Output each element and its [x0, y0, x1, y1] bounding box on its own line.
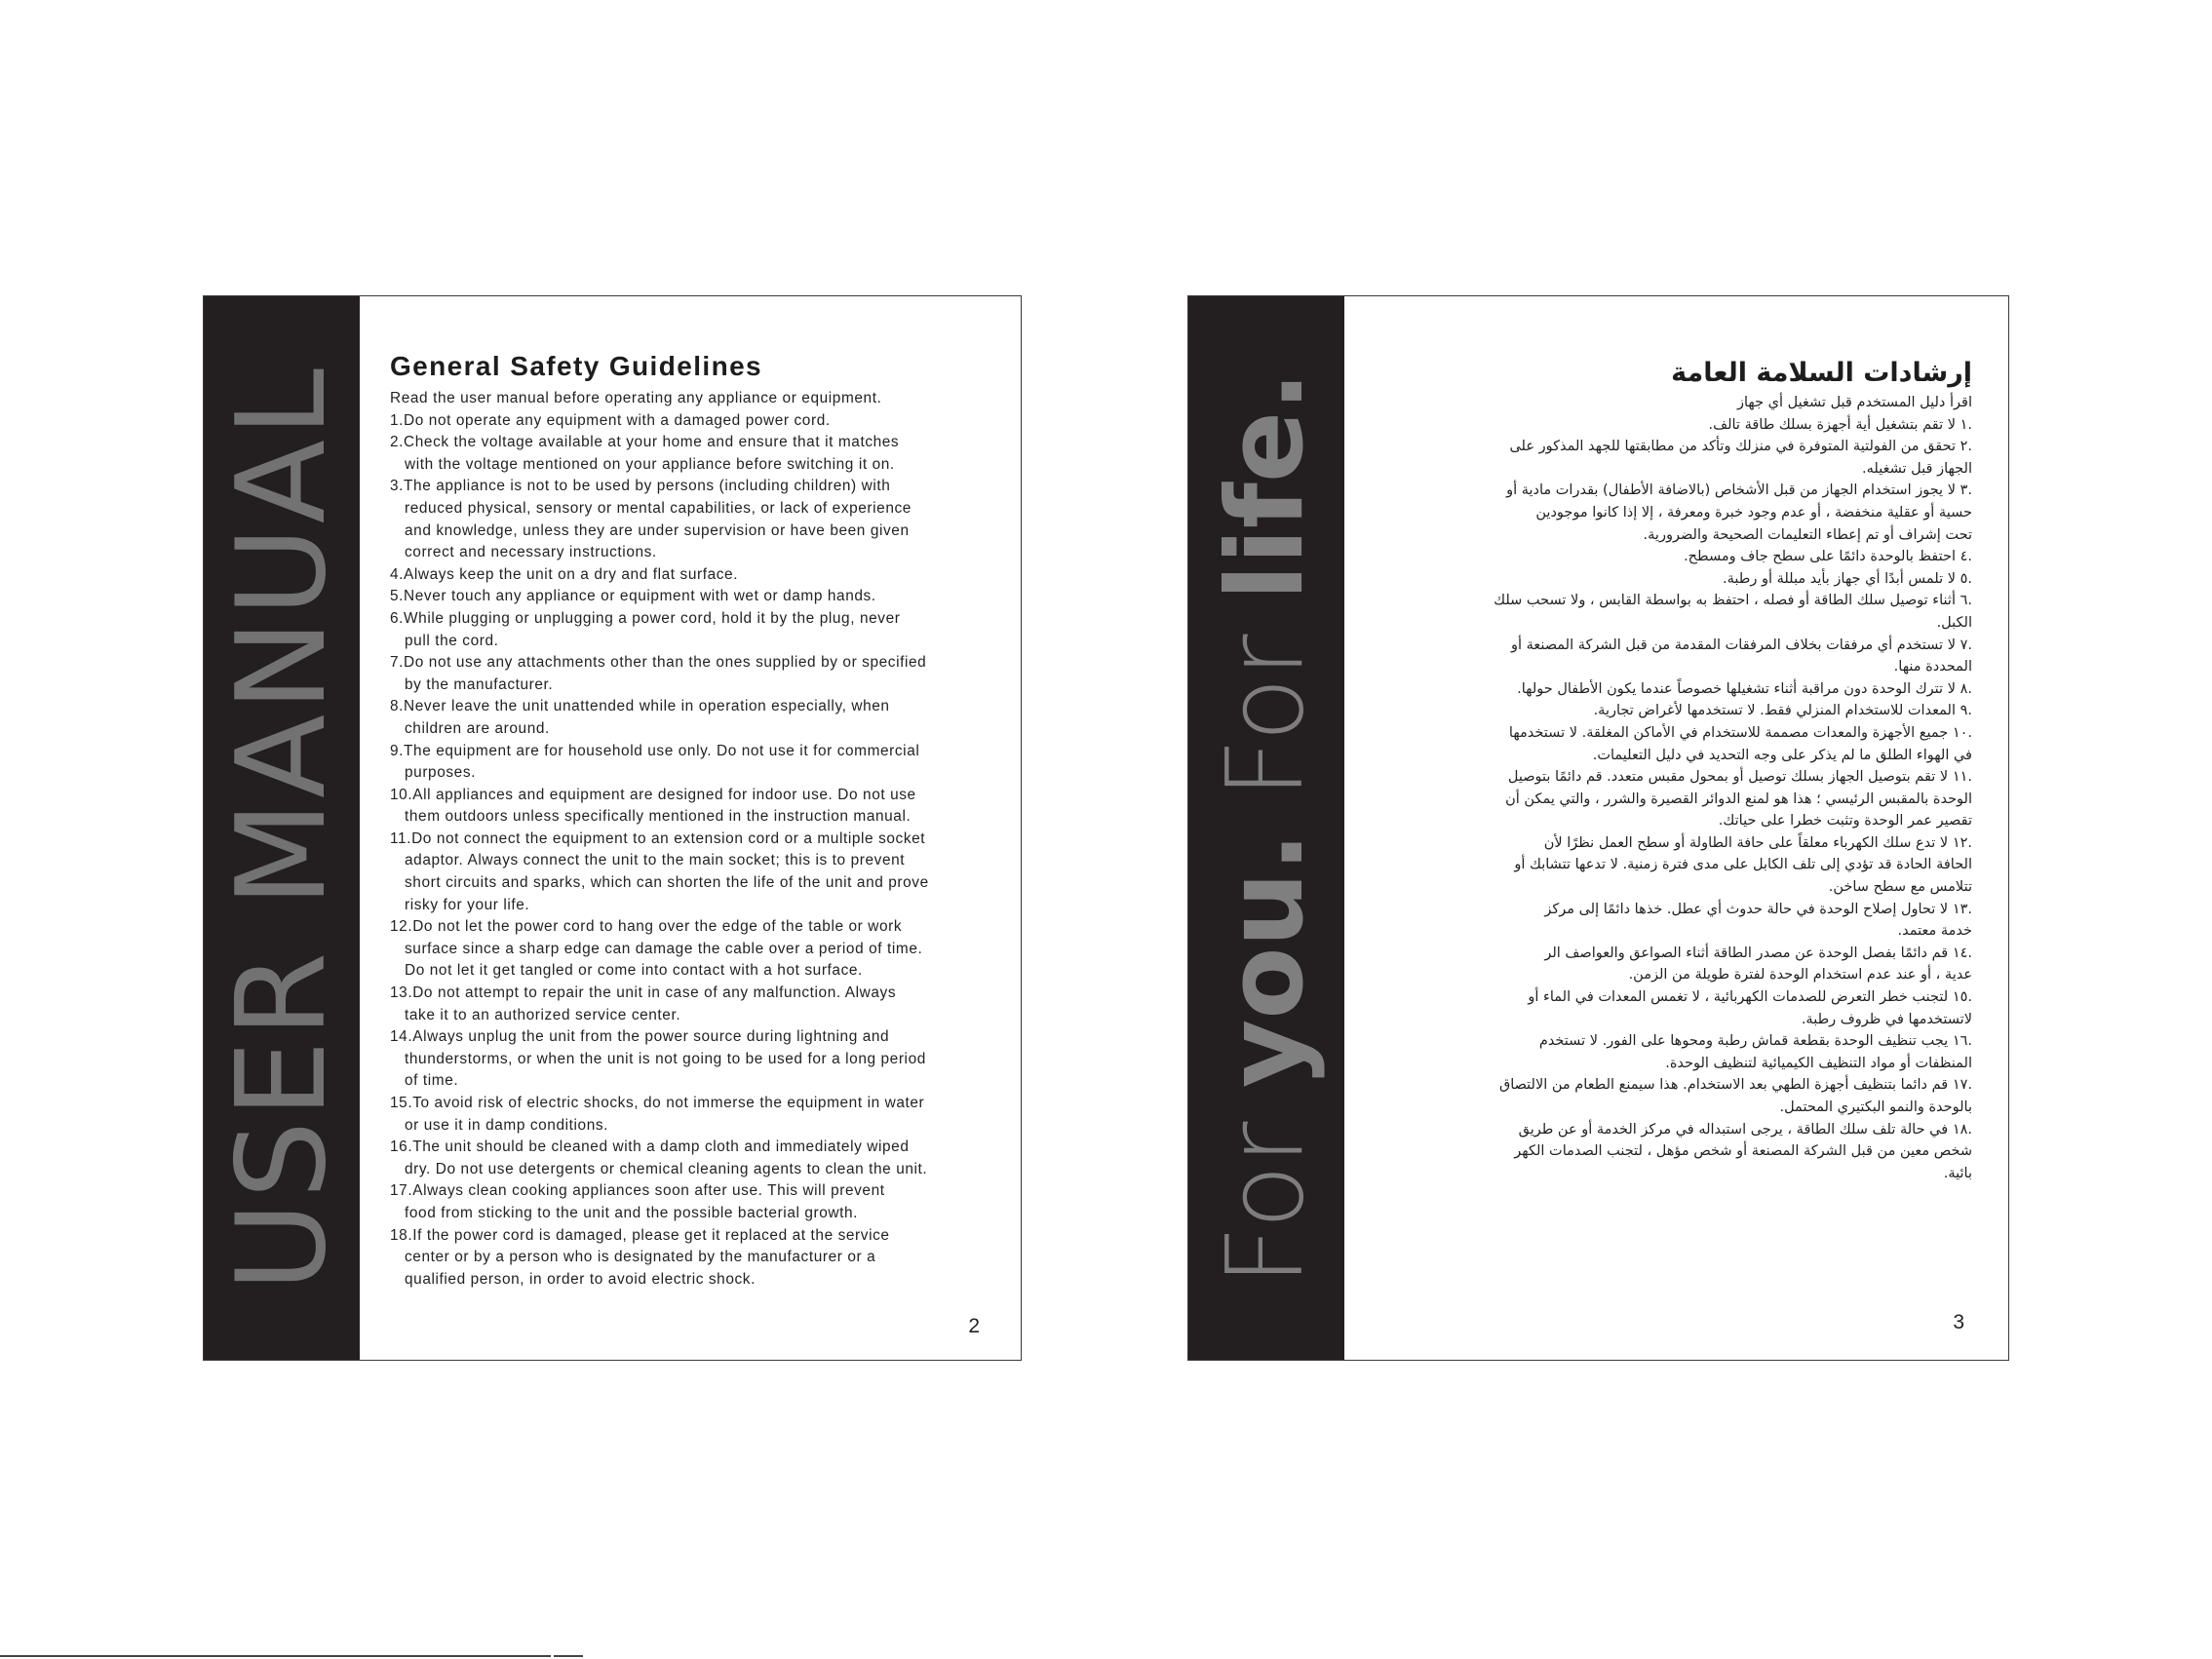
item-line: Always keep the unit on a dry and flat surface. [404, 565, 739, 583]
item-number: 14. [390, 1028, 413, 1046]
item-line: adaptor. Always connect the unit to the main socket; this is to prevent [405, 852, 906, 869]
arabic-line: بائية. [1943, 1165, 1972, 1181]
item-line: Never leave the unit unattended while in operation especially, when [404, 698, 890, 715]
arabic-line: .١ لا تقم بتشغيل أية أجهزة بسلك طاقة تالف. [1708, 416, 1972, 433]
item-line: The appliance is not to be used by persons (including children) with [404, 478, 891, 495]
arabic-line: .٩ المعدات للاستخدام المنزلي فقط. لا تستخدمها لأغراض تجارية. [1593, 703, 1972, 719]
guideline-item [390, 1026, 990, 1093]
arabic-line: .٨ لا تترك الوحدة دون مراقبة أثناء تشغيلها خصوصاً عندما يكون الأطفال حولها. [1517, 680, 1972, 697]
item-number: 18. [390, 1226, 413, 1244]
arabic-line: .١٢ لا تدع سلك الكهرباء معلقاً على حافة الطاولة أو سطح العمل نظرًا لأن [1543, 834, 1972, 851]
arabic-line: لاتستخدمها في ظروف رطبة. [1801, 1011, 1972, 1027]
page-number: 3 [1953, 1311, 1964, 1333]
user-manual-band-text: USER MANUAL [210, 365, 353, 1292]
arabic-line: .١٤ قم دائمًا بفصل الوحدة عن مصدر الطاقة أثناء الصواعق والعواصف الر [1544, 945, 1972, 961]
arabic-line: عدية ، أو عند عدم استخدام الوحدة لفترة طويلة من الزمن. [1628, 967, 1972, 984]
arabic-line: .١٧ قم دائما بتنظيف أجهزة الطهي بعد الاستخدام. هذا سيمنع الطعام من الالتصاق [1498, 1077, 1972, 1094]
english-content [390, 351, 990, 1291]
guideline-item [390, 1180, 990, 1224]
guideline-item [390, 1093, 990, 1137]
arabic-line: .٣ لا يجوز استخدام الجهاز من قبل الأشخاص (بالاضافة الأطفال) بقدرات مادية أو [1506, 482, 1972, 499]
arabic-line: الوحدة بالمقبس الرئيسي ؛ هذا هو لمنع الدوائر القصيرة والشرر ، والتي يمكن أن [1505, 791, 1972, 807]
arabic-line: .٧ لا تستخدم أي مرفقات بخلاف المرفقات المقدمة من قبل الشركة المصنعة أو [1510, 637, 1972, 653]
guideline-item [390, 586, 990, 608]
scan-edge-line [554, 1655, 583, 1657]
item-line: purposes. [405, 764, 476, 782]
guideline-item [390, 696, 990, 740]
guideline-item [390, 476, 990, 563]
arabic-line: في الهواء الطلق ما لم يذكر على وجه التحديد في دليل التعليمات. [1592, 747, 1972, 763]
guideline-item [390, 741, 990, 785]
item-line: surface since a sharp edge can damage the cable over a period of time. [405, 940, 923, 957]
side-band [204, 296, 360, 1360]
guideline-item [390, 1137, 990, 1180]
item-line: food from sticking to the unit and the possible bacterial growth. [405, 1204, 859, 1221]
arabic-line: .٦ أثناء توصيل سلك الطاقة أو فصله ، احتفظ به بواسطة القابس ، ولا تسحب سلك [1494, 593, 1972, 609]
arabic-line: .١٠ جميع الأجهزة والمعدات مصممة للاستخدام في الأماكن المغلقة. لا تستخدمها [1508, 724, 1972, 741]
item-line: reduced physical, sensory or mental capabilities, or lack of experience [405, 499, 912, 517]
item-line: All appliances and equipment are designed for indoor use. Do not use [412, 786, 916, 803]
guidelines-list [390, 388, 990, 1291]
arabic-line: .١١ لا تقم بتوصيل الجهاز بسلك توصيل أو بمحول مقبس متعدد. قم دائمًا بتوصيل [1507, 769, 1972, 786]
item-line: Do not use any attachments other than the ones supplied by or specified [404, 654, 927, 672]
item-line: center or by a person who is designated by the manufacturer or a [405, 1249, 876, 1266]
guideline-item [390, 829, 990, 916]
item-number: 10. [390, 786, 413, 803]
item-line: The unit should be cleaned with a damp cloth and immediately wiped [412, 1138, 910, 1156]
item-number: 7. [390, 654, 405, 672]
arabic-content [1395, 358, 1972, 1184]
page-number: 2 [968, 1315, 980, 1337]
item-number: 12. [390, 918, 413, 936]
guideline-item [390, 1225, 990, 1292]
item-number: 2. [390, 434, 405, 451]
item-line: with the voltage mentioned on your appliance before switching it on. [405, 455, 895, 473]
page-title-arabic: إرشادات السلامة العامة [1671, 358, 1972, 388]
arabic-line: .٤ احتفظ بالوحدة دائمًا على سطح جاف ومسطح. [1684, 549, 1972, 565]
item-number: 15. [390, 1095, 413, 1111]
guideline-item [390, 564, 990, 587]
item-line: Never touch any appliance or equipment with wet or damp hands. [404, 588, 876, 605]
item-number: 4. [390, 565, 405, 583]
arabic-guidelines-list [1395, 392, 1972, 1184]
item-line: thunderstorms, or when the unit is not going to be used for a long period [405, 1050, 926, 1067]
guideline-item [390, 652, 990, 696]
item-line: Do not attempt to repair the unit in case of any malfunction. Always [412, 984, 897, 1002]
item-line: by the manufacturer. [405, 675, 554, 693]
arabic-line: اقرأ دليل المستخدم قبل تشغيل أي جهاز [1736, 395, 1972, 410]
arabic-line: .٢ تحقق من الفولتية المتوفرة في منزلك وتأكد من مطابقتها للجهد المذكور على [1509, 439, 1972, 455]
item-line: If the power cord is damaged, please get it replaced at the service [412, 1226, 890, 1244]
item-number: 5. [390, 588, 405, 605]
guideline-item [390, 608, 990, 652]
arabic-line: الكبل. [1936, 614, 1972, 631]
item-line: or use it in damp conditions. [405, 1116, 609, 1134]
item-number: 1. [390, 411, 405, 429]
arabic-line: خدمة معتمد. [1897, 923, 1972, 940]
arabic-line: تتلامس مع سطح ساخن. [1828, 879, 1972, 896]
slogan-for-1: For [1205, 1087, 1327, 1286]
guideline-item [390, 916, 990, 983]
item-number: 3. [390, 478, 405, 495]
item-number: 13. [390, 984, 413, 1002]
guideline-item [390, 432, 990, 476]
arabic-line: حسية أو عقلية منخفضة ، أو عدم وجود خبرة ومعرفة ، إلا إذا كانوا موجودين [1535, 504, 1972, 521]
item-line: While plugging or unplugging a power cord, hold it by the plug, never [404, 609, 901, 627]
arabic-line: المحددة منها. [1893, 659, 1972, 675]
arabic-line: بالوحدة والنمو البكتيري المحتمل. [1779, 1100, 1972, 1115]
item-number: 11. [390, 830, 412, 847]
arabic-line: المنظفات أو مواد التنظيف الكيميائية لتنظيف الوحدة. [1665, 1055, 1972, 1071]
page-title: General Safety Guidelines [390, 351, 763, 381]
arabic-page [1187, 295, 2009, 1361]
item-number: 17. [390, 1182, 413, 1200]
arabic-line: .١٨ في حالة تلف سلك الطاقة ، يرجى استبداله في مركز الخدمة أو عن طريق [1518, 1121, 1972, 1138]
guideline-item [390, 785, 990, 829]
item-line: Always unplug the unit from the power source during lightning and [412, 1028, 890, 1046]
item-line: Do not operate any equipment with a damaged power cord. [404, 411, 831, 429]
arabic-line: .١٦ يجب تنظيف الوحدة بقطعة قماش رطبة ومحوها على الفور. لا تستخدم [1538, 1033, 1972, 1050]
english-page [203, 295, 1022, 1361]
arabic-line: تقصير عمر الوحدة وتثبت خطرا على حياتك. [1718, 813, 1972, 830]
item-line: To avoid risk of electric shocks, do not immerse the equipment in water [412, 1095, 925, 1111]
arabic-line: تحت إشراف أو تم إعطاء التعليمات الصحيحة والضرورية. [1643, 526, 1972, 543]
arabic-line: .٥ لا تلمس أبدًا أي جهاز بأيد مبللة أو رطبة. [1723, 570, 1972, 587]
item-line: qualified person, in order to avoid electric shock. [405, 1270, 756, 1288]
arabic-line: .١٣ لا تحاول إصلاح الوحدة في حالة حدوث أي عطل. خذها دائمًا إلى مركز [1544, 901, 1972, 917]
item-number: 6. [390, 609, 405, 627]
item-line: pull the cord. [405, 632, 499, 649]
slogan-you: you. [1205, 831, 1327, 1088]
item-line: of time. [405, 1072, 459, 1090]
item-line: Always clean cooking appliances soon after use. This will prevent [412, 1182, 885, 1200]
slogan-life: life. [1205, 370, 1327, 600]
arabic-line: .١٥ لتجنب خطر التعرض للصدمات الكهربائية ، لا تغمس المعدات في الماء أو [1528, 989, 1972, 1006]
item-line: children are around. [405, 719, 550, 737]
item-number: 8. [390, 698, 405, 715]
item-number: 16. [390, 1138, 413, 1156]
arabic-line: الحافة الحادة قد تؤدي إلى تلف الكابل على مدى فترة زمنية. لا تدعها تتشابك أو [1514, 857, 1972, 873]
guideline-item [390, 410, 990, 433]
item-line: Do not let the power cord to hang over the edge of the table or work [412, 918, 903, 936]
item-line: dry. Do not use detergents or chemical cleaning agents to clean the unit. [405, 1160, 928, 1177]
side-band [1188, 296, 1344, 1360]
item-line: The equipment are for household use only. Do not use it for commercial [404, 742, 920, 759]
slogan-band-text [1205, 370, 1327, 1286]
item-line: risky for your life. [405, 896, 530, 913]
intro-line: Read the user manual before operating any appliance or equipment. [390, 390, 882, 406]
item-line: Do not let it get tangled or come into contact with a hot surface. [405, 962, 863, 980]
item-line: Do not connect the equipment to an extension cord or a multiple socket [411, 830, 926, 847]
scan-edge-line [0, 1655, 551, 1657]
arabic-line: الجهاز قبل تشغيله. [1862, 460, 1972, 477]
item-line: Check the voltage available at your home and ensure that it matches [404, 434, 900, 451]
item-line: short circuits and sparks, which can shorten the life of the unit and prove [405, 874, 929, 892]
item-line: them outdoors unless specifically mentioned in the instruction manual. [405, 808, 912, 826]
item-line: and knowledge, unless they are under supervision or have been given [405, 521, 910, 539]
item-line: correct and necessary instructions. [405, 544, 657, 561]
guideline-item [390, 983, 990, 1026]
arabic-line: شخص معين من قبل الشركة المصنعة أو شخص مؤهل ، لتجنب الصدمات الكهر [1514, 1143, 1972, 1160]
slogan-for-2: For [1205, 599, 1327, 832]
item-line: take it to an authorized service center. [405, 1006, 681, 1023]
item-number: 9. [390, 742, 405, 759]
